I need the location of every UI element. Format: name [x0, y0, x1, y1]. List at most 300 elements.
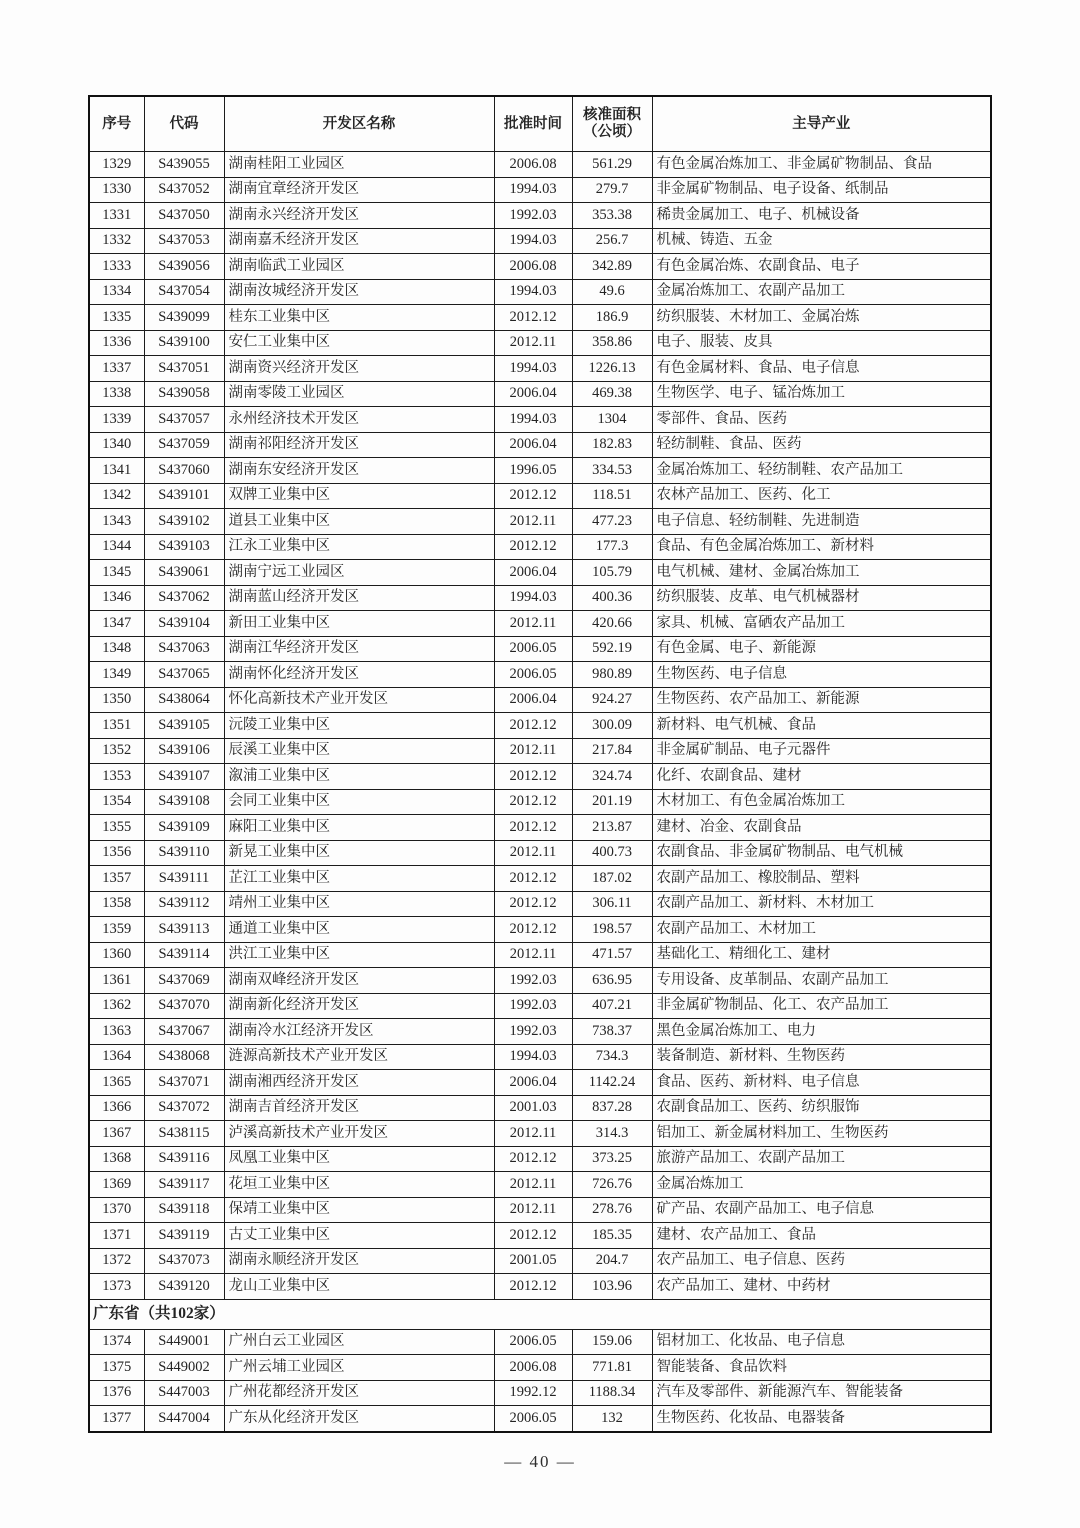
- cell-zone-name: 湖南嘉禾经济开发区: [224, 228, 494, 254]
- cell-leading-industry: 纺织服装、木材加工、金属冶炼: [652, 305, 991, 331]
- cell-zone-name: 涟源高新技术产业开发区: [224, 1044, 494, 1070]
- cell-approval-date: 1992.03: [494, 203, 572, 229]
- cell-zone-name: 新晃工业集中区: [224, 840, 494, 866]
- cell-approved-area: 726.76: [572, 1172, 652, 1198]
- cell-leading-industry: 农副产品加工、橡胶制品、塑料: [652, 866, 991, 892]
- cell-zone-name: 保靖工业集中区: [224, 1197, 494, 1223]
- cell-code: S439100: [144, 330, 224, 356]
- cell-approved-area: 182.83: [572, 432, 652, 458]
- cell-code: S439109: [144, 815, 224, 841]
- cell-zone-name: 湖南汝城经济开发区: [224, 279, 494, 305]
- cell-zone-name: 湖南桂阳工业园区: [224, 152, 494, 178]
- table-row: [89, 1406, 991, 1432]
- cell-approval-date: 2006.04: [494, 432, 572, 458]
- table-row: [89, 815, 991, 841]
- cell-code: S439105: [144, 713, 224, 739]
- cell-serial: 1363: [89, 1019, 144, 1045]
- cell-serial: 1339: [89, 407, 144, 433]
- cell-approval-date: 2006.05: [494, 1406, 572, 1432]
- cell-approved-area: 306.11: [572, 891, 652, 917]
- cell-leading-industry: 基础化工、精细化工、建材: [652, 942, 991, 968]
- cell-leading-industry: 生物医药、化妆品、电器装备: [652, 1406, 991, 1432]
- table-row: [89, 534, 991, 560]
- cell-leading-industry: 专用设备、皮革制品、农副产品加工: [652, 968, 991, 994]
- cell-zone-name: 辰溪工业集中区: [224, 738, 494, 764]
- cell-approved-area: 400.36: [572, 585, 652, 611]
- table-row: [89, 1197, 991, 1223]
- cell-serial: 1344: [89, 534, 144, 560]
- cell-approved-area: 561.29: [572, 152, 652, 178]
- cell-approved-area: 159.06: [572, 1329, 652, 1355]
- cell-approved-area: 373.25: [572, 1146, 652, 1172]
- cell-code: S439117: [144, 1172, 224, 1198]
- cell-approved-area: 592.19: [572, 636, 652, 662]
- cell-code: S437062: [144, 585, 224, 611]
- cell-approved-area: 342.89: [572, 254, 652, 280]
- cell-leading-industry: 轻纺制鞋、食品、医药: [652, 432, 991, 458]
- cell-approved-area: 469.38: [572, 381, 652, 407]
- cell-approved-area: 186.9: [572, 305, 652, 331]
- cell-zone-name: 湖南湘西经济开发区: [224, 1070, 494, 1096]
- table-row: [89, 1095, 991, 1121]
- cell-leading-industry: 电子信息、轻纺制鞋、先进制造: [652, 509, 991, 535]
- cell-approved-area: 420.66: [572, 611, 652, 637]
- cell-code: S439103: [144, 534, 224, 560]
- cell-leading-industry: 化纤、农副食品、建材: [652, 764, 991, 790]
- table-row: [89, 1274, 991, 1300]
- cell-code: S437052: [144, 177, 224, 203]
- table-row: [89, 713, 991, 739]
- cell-code: S439102: [144, 509, 224, 535]
- cell-zone-name: 湖南蓝山经济开发区: [224, 585, 494, 611]
- cell-serial: 1373: [89, 1274, 144, 1300]
- cell-serial: 1360: [89, 942, 144, 968]
- cell-zone-name: 湖南祁阳经济开发区: [224, 432, 494, 458]
- cell-zone-name: 湖南资兴经济开发区: [224, 356, 494, 382]
- cell-approval-date: 2012.12: [494, 1146, 572, 1172]
- table-row: [89, 254, 991, 280]
- cell-serial: 1340: [89, 432, 144, 458]
- cell-approval-date: 2012.12: [494, 534, 572, 560]
- cell-approval-date: 1996.05: [494, 458, 572, 484]
- province-section-row: [89, 1299, 991, 1329]
- cell-serial: 1341: [89, 458, 144, 484]
- table-row: [89, 1172, 991, 1198]
- cell-leading-industry: 食品、有色金属冶炼加工、新材料: [652, 534, 991, 560]
- cell-zone-name: 湖南永兴经济开发区: [224, 203, 494, 229]
- cell-serial: 1357: [89, 866, 144, 892]
- cell-leading-industry: 有色金属材料、食品、电子信息: [652, 356, 991, 382]
- cell-serial: 1369: [89, 1172, 144, 1198]
- cell-approved-area: 353.38: [572, 203, 652, 229]
- cell-approval-date: 2012.12: [494, 891, 572, 917]
- table-row: [89, 789, 991, 815]
- cell-approval-date: 2012.12: [494, 815, 572, 841]
- cell-zone-name: 凤凰工业集中区: [224, 1146, 494, 1172]
- cell-approved-area: 185.35: [572, 1223, 652, 1249]
- cell-code: S437059: [144, 432, 224, 458]
- cell-leading-industry: 零部件、食品、医药: [652, 407, 991, 433]
- column-header-serial: 序号: [89, 96, 144, 152]
- cell-approved-area: 1304: [572, 407, 652, 433]
- cell-serial: 1345: [89, 560, 144, 586]
- cell-serial: 1367: [89, 1121, 144, 1147]
- cell-leading-industry: 农副产品加工、新材料、木材加工: [652, 891, 991, 917]
- cell-approval-date: 1994.03: [494, 177, 572, 203]
- cell-approved-area: 213.87: [572, 815, 652, 841]
- cell-leading-industry: 铝材加工、化妆品、电子信息: [652, 1329, 991, 1355]
- cell-zone-name: 沅陵工业集中区: [224, 713, 494, 739]
- cell-approved-area: 738.37: [572, 1019, 652, 1045]
- cell-leading-industry: 有色金属冶炼加工、非金属矿物制品、食品: [652, 152, 991, 178]
- cell-approval-date: 1992.03: [494, 1019, 572, 1045]
- cell-approved-area: 278.76: [572, 1197, 652, 1223]
- cell-approval-date: 2006.04: [494, 381, 572, 407]
- area-header-line1: 核准面积: [583, 107, 641, 124]
- cell-serial: 1376: [89, 1380, 144, 1406]
- cell-approved-area: 256.7: [572, 228, 652, 254]
- cell-serial: 1336: [89, 330, 144, 356]
- cell-approval-date: 2006.05: [494, 662, 572, 688]
- cell-leading-industry: 生物医学、电子、锰冶炼加工: [652, 381, 991, 407]
- cell-code: S439112: [144, 891, 224, 917]
- cell-leading-industry: 非金属矿制品、电子元器件: [652, 738, 991, 764]
- cell-leading-industry: 装备制造、新材料、生物医药: [652, 1044, 991, 1070]
- cell-approval-date: 2012.12: [494, 483, 572, 509]
- cell-leading-industry: 机械、铸造、五金: [652, 228, 991, 254]
- cell-code: S439101: [144, 483, 224, 509]
- table-row: [89, 917, 991, 943]
- cell-zone-name: 广东从化经济开发区: [224, 1406, 494, 1432]
- cell-code: S439119: [144, 1223, 224, 1249]
- cell-zone-name: 湖南临武工业园区: [224, 254, 494, 280]
- cell-approval-date: 2012.12: [494, 917, 572, 943]
- cell-serial: 1334: [89, 279, 144, 305]
- cell-approval-date: 1992.03: [494, 993, 572, 1019]
- table-row: [89, 840, 991, 866]
- table-row: [89, 1329, 991, 1355]
- column-header-approval-date: 批准时间: [494, 96, 572, 152]
- cell-approved-area: 924.27: [572, 687, 652, 713]
- cell-zone-name: 湖南宜章经济开发区: [224, 177, 494, 203]
- column-header-leading-industry: 主导产业: [652, 96, 991, 152]
- table-header-row: [89, 96, 991, 152]
- cell-code: S439061: [144, 560, 224, 586]
- cell-code: S438068: [144, 1044, 224, 1070]
- cell-approval-date: 2012.12: [494, 1274, 572, 1300]
- cell-code: S439055: [144, 152, 224, 178]
- cell-approval-date: 2012.11: [494, 1121, 572, 1147]
- cell-code: S437054: [144, 279, 224, 305]
- cell-approved-area: 187.02: [572, 866, 652, 892]
- cell-leading-industry: 电气机械、建材、金属冶炼加工: [652, 560, 991, 586]
- cell-approved-area: 400.73: [572, 840, 652, 866]
- table-row: [89, 738, 991, 764]
- cell-approval-date: 2012.11: [494, 509, 572, 535]
- cell-approval-date: 1992.12: [494, 1380, 572, 1406]
- table-row: [89, 1070, 991, 1096]
- province-section-label: 广东省（共102家）: [89, 1299, 991, 1329]
- cell-serial: 1333: [89, 254, 144, 280]
- cell-leading-industry: 汽车及零部件、新能源汽车、智能装备: [652, 1380, 991, 1406]
- cell-zone-name: 新田工业集中区: [224, 611, 494, 637]
- cell-serial: 1349: [89, 662, 144, 688]
- cell-approved-area: 734.3: [572, 1044, 652, 1070]
- cell-code: S437063: [144, 636, 224, 662]
- table-row: [89, 407, 991, 433]
- cell-serial: 1354: [89, 789, 144, 815]
- cell-approval-date: 2012.12: [494, 305, 572, 331]
- cell-code: S437057: [144, 407, 224, 433]
- cell-leading-industry: 电子、服装、皮具: [652, 330, 991, 356]
- cell-approval-date: 2006.08: [494, 254, 572, 280]
- table-row: [89, 356, 991, 382]
- cell-zone-name: 安仁工业集中区: [224, 330, 494, 356]
- cell-approval-date: 2012.11: [494, 840, 572, 866]
- cell-approved-area: 358.86: [572, 330, 652, 356]
- cell-approval-date: 2012.12: [494, 764, 572, 790]
- cell-code: S449002: [144, 1355, 224, 1381]
- cell-approval-date: 2001.05: [494, 1248, 572, 1274]
- table-row: [89, 381, 991, 407]
- cell-approval-date: 2006.05: [494, 1329, 572, 1355]
- cell-leading-industry: 金属冶炼加工: [652, 1172, 991, 1198]
- cell-leading-industry: 有色金属、电子、新能源: [652, 636, 991, 662]
- cell-approval-date: 2012.11: [494, 1172, 572, 1198]
- cell-zone-name: 湖南吉首经济开发区: [224, 1095, 494, 1121]
- cell-serial: 1350: [89, 687, 144, 713]
- cell-approval-date: 2006.04: [494, 687, 572, 713]
- table-body: [89, 152, 991, 1432]
- table-row: [89, 152, 991, 178]
- table-row: [89, 611, 991, 637]
- cell-zone-name: 广州白云工业园区: [224, 1329, 494, 1355]
- cell-serial: 1371: [89, 1223, 144, 1249]
- cell-approved-area: 314.3: [572, 1121, 652, 1147]
- cell-approved-area: 198.57: [572, 917, 652, 943]
- cell-serial: 1366: [89, 1095, 144, 1121]
- cell-approved-area: 837.28: [572, 1095, 652, 1121]
- cell-zone-name: 湖南永顺经济开发区: [224, 1248, 494, 1274]
- cell-approved-area: 471.57: [572, 942, 652, 968]
- cell-serial: 1356: [89, 840, 144, 866]
- column-header-zone-name: 开发区名称: [224, 96, 494, 152]
- cell-zone-name: 湖南怀化经济开发区: [224, 662, 494, 688]
- cell-zone-name: 湖南双峰经济开发区: [224, 968, 494, 994]
- column-header-code: 代码: [144, 96, 224, 152]
- cell-approval-date: 1992.03: [494, 968, 572, 994]
- table-row: [89, 458, 991, 484]
- cell-zone-name: 道县工业集中区: [224, 509, 494, 535]
- table-row: [89, 662, 991, 688]
- cell-zone-name: 湖南宁远工业园区: [224, 560, 494, 586]
- cell-leading-industry: 金属冶炼加工、农副产品加工: [652, 279, 991, 305]
- cell-approval-date: 1994.03: [494, 279, 572, 305]
- cell-approval-date: 2012.11: [494, 942, 572, 968]
- table-row: [89, 687, 991, 713]
- column-header-approved-area: [572, 96, 652, 152]
- cell-serial: 1342: [89, 483, 144, 509]
- cell-leading-industry: 家具、机械、富硒农产品加工: [652, 611, 991, 637]
- cell-zone-name: 湖南冷水江经济开发区: [224, 1019, 494, 1045]
- development-zones-table: [88, 95, 992, 1433]
- cell-serial: 1370: [89, 1197, 144, 1223]
- cell-serial: 1347: [89, 611, 144, 637]
- cell-code: S439110: [144, 840, 224, 866]
- cell-serial: 1343: [89, 509, 144, 535]
- cell-serial: 1329: [89, 152, 144, 178]
- cell-zone-name: 永州经济技术开发区: [224, 407, 494, 433]
- page-number: — 40 —: [504, 1452, 576, 1471]
- cell-approved-area: 324.74: [572, 764, 652, 790]
- table-row: [89, 1044, 991, 1070]
- table-row: [89, 177, 991, 203]
- cell-code: S439108: [144, 789, 224, 815]
- cell-approved-area: 334.53: [572, 458, 652, 484]
- cell-serial: 1372: [89, 1248, 144, 1274]
- cell-serial: 1335: [89, 305, 144, 331]
- cell-code: S437050: [144, 203, 224, 229]
- cell-approved-area: 132: [572, 1406, 652, 1432]
- cell-serial: 1346: [89, 585, 144, 611]
- cell-approval-date: 2012.11: [494, 330, 572, 356]
- cell-approval-date: 2012.11: [494, 1197, 572, 1223]
- cell-zone-name: 湖南东安经济开发区: [224, 458, 494, 484]
- cell-code: S437071: [144, 1070, 224, 1096]
- cell-approval-date: 1994.03: [494, 1044, 572, 1070]
- cell-zone-name: 芷江工业集中区: [224, 866, 494, 892]
- cell-code: S449001: [144, 1329, 224, 1355]
- cell-leading-industry: 有色金属冶炼、农副食品、电子: [652, 254, 991, 280]
- cell-approved-area: 201.19: [572, 789, 652, 815]
- cell-code: S439107: [144, 764, 224, 790]
- cell-leading-industry: 金属冶炼加工、轻纺制鞋、农产品加工: [652, 458, 991, 484]
- cell-code: S439113: [144, 917, 224, 943]
- cell-approved-area: 105.79: [572, 560, 652, 586]
- cell-zone-name: 广州花都经济开发区: [224, 1380, 494, 1406]
- cell-zone-name: 湖南零陵工业园区: [224, 381, 494, 407]
- cell-approved-area: 980.89: [572, 662, 652, 688]
- cell-leading-industry: 建材、农产品加工、食品: [652, 1223, 991, 1249]
- table-row: [89, 228, 991, 254]
- cell-zone-name: 靖州工业集中区: [224, 891, 494, 917]
- table-row: [89, 1019, 991, 1045]
- cell-leading-industry: 黑色金属冶炼加工、电力: [652, 1019, 991, 1045]
- cell-approval-date: 1994.03: [494, 585, 572, 611]
- cell-zone-name: 通道工业集中区: [224, 917, 494, 943]
- cell-leading-industry: 智能装备、食品饮料: [652, 1355, 991, 1381]
- cell-serial: 1330: [89, 177, 144, 203]
- cell-code: S437070: [144, 993, 224, 1019]
- cell-approval-date: 2006.08: [494, 152, 572, 178]
- cell-leading-industry: 旅游产品加工、农副产品加工: [652, 1146, 991, 1172]
- cell-code: S439114: [144, 942, 224, 968]
- cell-approved-area: 771.81: [572, 1355, 652, 1381]
- cell-code: S439106: [144, 738, 224, 764]
- cell-serial: 1352: [89, 738, 144, 764]
- cell-leading-industry: 新材料、电气机械、食品: [652, 713, 991, 739]
- cell-code: S439120: [144, 1274, 224, 1300]
- cell-leading-industry: 农副食品加工、医药、纺织服饰: [652, 1095, 991, 1121]
- table-row: [89, 942, 991, 968]
- cell-approval-date: 2012.12: [494, 866, 572, 892]
- table-row: [89, 483, 991, 509]
- cell-approved-area: 300.09: [572, 713, 652, 739]
- cell-leading-industry: 农副产品加工、木材加工: [652, 917, 991, 943]
- cell-serial: 1331: [89, 203, 144, 229]
- cell-zone-name: 江永工业集中区: [224, 534, 494, 560]
- cell-leading-industry: 农产品加工、建材、中药材: [652, 1274, 991, 1300]
- table-row: [89, 866, 991, 892]
- cell-leading-industry: 铝加工、新金属材料加工、生物医药: [652, 1121, 991, 1147]
- cell-code: S439104: [144, 611, 224, 637]
- cell-serial: 1355: [89, 815, 144, 841]
- cell-serial: 1362: [89, 993, 144, 1019]
- cell-leading-industry: 非金属矿物制品、电子设备、纸制品: [652, 177, 991, 203]
- cell-code: S439111: [144, 866, 224, 892]
- cell-leading-industry: 木材加工、有色金属冶炼加工: [652, 789, 991, 815]
- cell-approved-area: 177.3: [572, 534, 652, 560]
- cell-serial: 1361: [89, 968, 144, 994]
- cell-approval-date: 2012.12: [494, 1223, 572, 1249]
- cell-approval-date: 1994.03: [494, 407, 572, 433]
- cell-code: S438115: [144, 1121, 224, 1147]
- cell-approved-area: 1188.34: [572, 1380, 652, 1406]
- cell-leading-industry: 农副食品、非金属矿物制品、电气机械: [652, 840, 991, 866]
- cell-serial: 1375: [89, 1355, 144, 1381]
- cell-approved-area: 477.23: [572, 509, 652, 535]
- table-row: [89, 279, 991, 305]
- cell-approval-date: 2006.04: [494, 1070, 572, 1096]
- cell-approved-area: 118.51: [572, 483, 652, 509]
- cell-approved-area: 204.7: [572, 1248, 652, 1274]
- cell-code: S437051: [144, 356, 224, 382]
- cell-code: S437067: [144, 1019, 224, 1045]
- cell-leading-industry: 非金属矿物制品、化工、农产品加工: [652, 993, 991, 1019]
- cell-approved-area: 1226.13: [572, 356, 652, 382]
- table-row: [89, 1121, 991, 1147]
- cell-code: S437069: [144, 968, 224, 994]
- table-row: [89, 968, 991, 994]
- cell-approval-date: 2012.12: [494, 789, 572, 815]
- cell-leading-industry: 生物医药、电子信息: [652, 662, 991, 688]
- cell-approval-date: 2006.08: [494, 1355, 572, 1381]
- cell-approval-date: 2006.04: [494, 560, 572, 586]
- table-row: [89, 993, 991, 1019]
- cell-approval-date: 2012.11: [494, 611, 572, 637]
- cell-approval-date: 2006.05: [494, 636, 572, 662]
- cell-serial: 1368: [89, 1146, 144, 1172]
- cell-code: S437053: [144, 228, 224, 254]
- cell-serial: 1359: [89, 917, 144, 943]
- cell-leading-industry: 食品、医药、新材料、电子信息: [652, 1070, 991, 1096]
- cell-serial: 1338: [89, 381, 144, 407]
- table-row: [89, 764, 991, 790]
- table-row: [89, 1223, 991, 1249]
- cell-serial: 1332: [89, 228, 144, 254]
- cell-code: S437060: [144, 458, 224, 484]
- table-row: [89, 585, 991, 611]
- cell-serial: 1364: [89, 1044, 144, 1070]
- cell-zone-name: 湖南新化经济开发区: [224, 993, 494, 1019]
- cell-approval-date: 1994.03: [494, 228, 572, 254]
- cell-leading-industry: 生物医药、农产品加工、新能源: [652, 687, 991, 713]
- cell-leading-industry: 矿产品、农副产品加工、电子信息: [652, 1197, 991, 1223]
- cell-zone-name: 怀化高新技术产业开发区: [224, 687, 494, 713]
- table-row: [89, 330, 991, 356]
- cell-approved-area: 1142.24: [572, 1070, 652, 1096]
- table-row: [89, 1248, 991, 1274]
